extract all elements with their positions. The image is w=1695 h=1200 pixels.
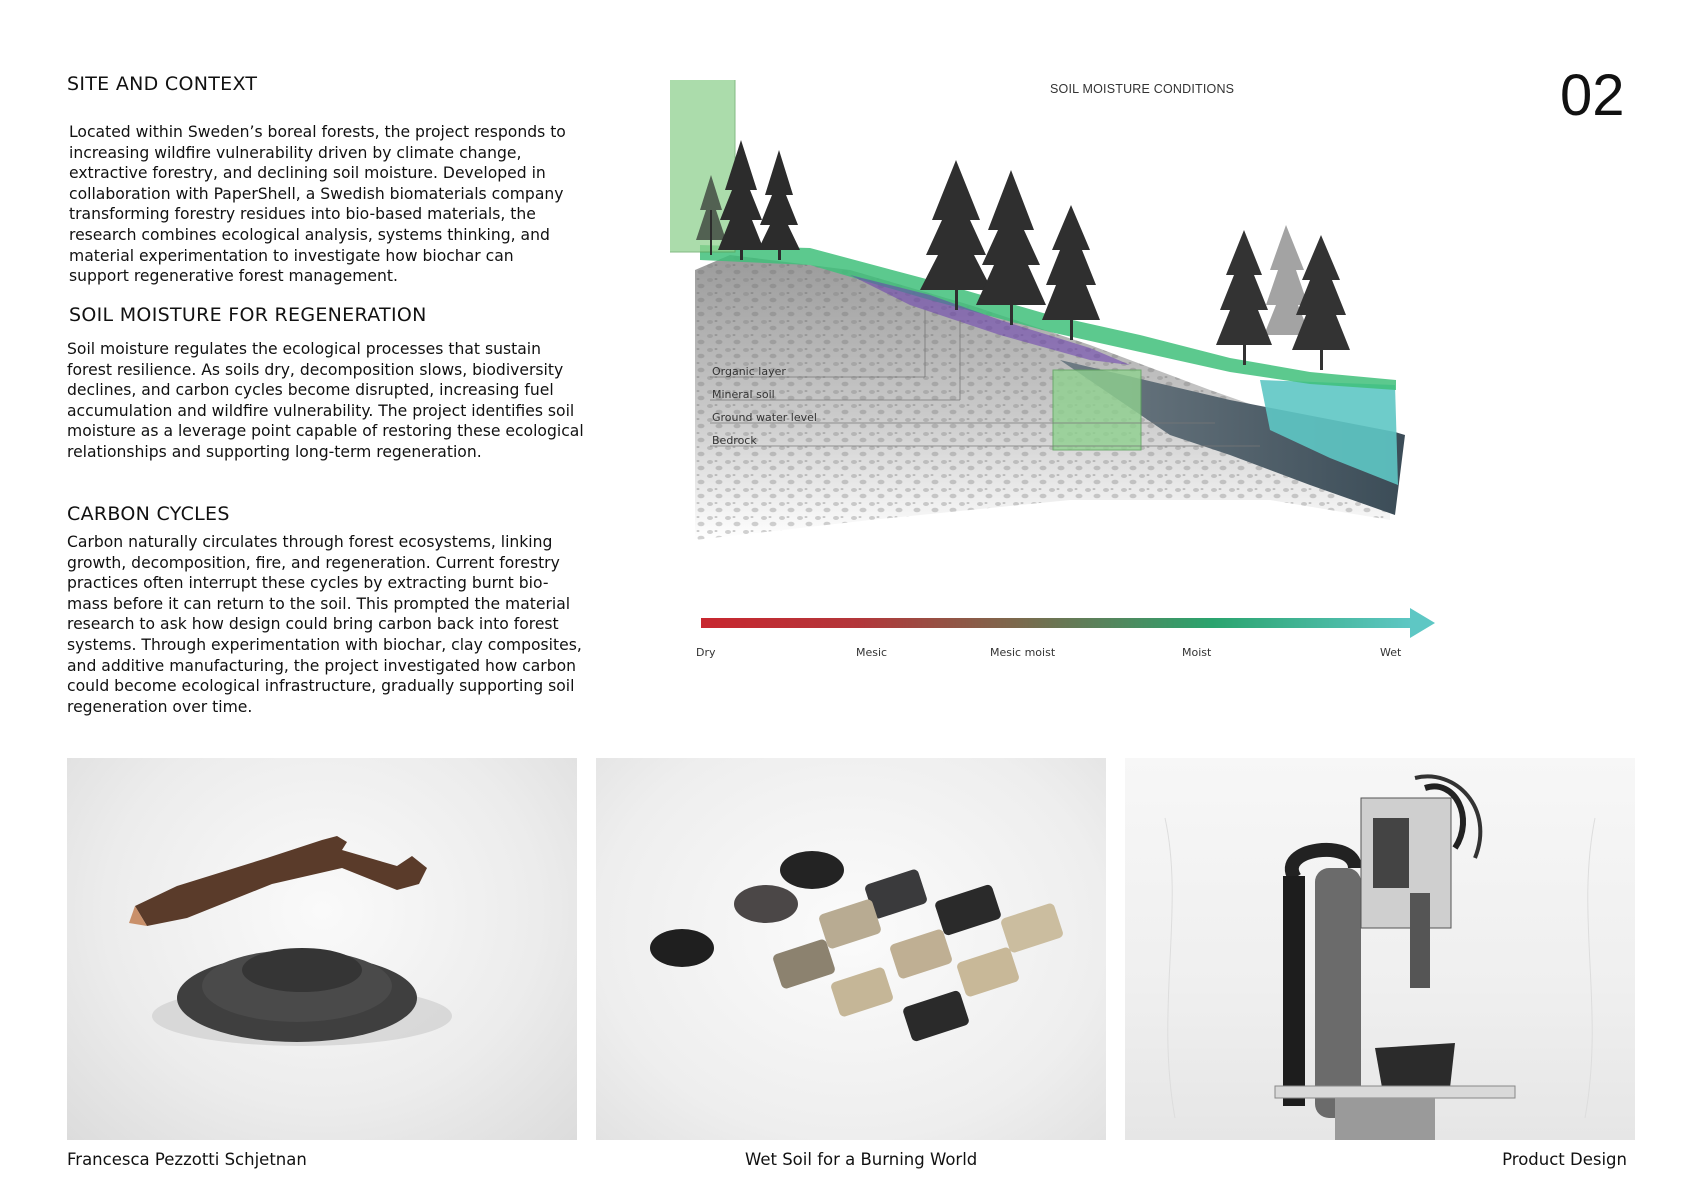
soil-section-diagram xyxy=(670,80,1530,680)
branch-biochar-illustration xyxy=(67,758,577,1140)
label-organic-layer: Organic layer xyxy=(712,365,786,378)
moisture-scale-arrow xyxy=(701,608,1435,638)
scale-label-mesic-moist: Mesic moist xyxy=(990,646,1056,659)
scale-label-dry: Dry xyxy=(696,646,716,659)
photo-material-samples xyxy=(596,758,1106,1140)
heading-site-context: SITE AND CONTEXT xyxy=(67,73,258,95)
label-ground-water: Ground water level xyxy=(712,411,817,424)
footer-author: Francesca Pezzotti Schjetnan xyxy=(67,1150,307,1169)
label-mineral-soil: Mineral soil xyxy=(712,388,775,401)
tree-group-right xyxy=(1216,225,1350,370)
heading-soil-moisture: SOIL MOISTURE FOR REGENERATION xyxy=(69,304,427,326)
label-bedrock: Bedrock xyxy=(712,434,757,447)
scale-label-mesic: Mesic xyxy=(856,646,888,659)
heading-carbon-cycles: CARBON CYCLES xyxy=(67,503,230,525)
photo-branch-biochar xyxy=(67,758,577,1140)
photo-robotic-printer xyxy=(1125,758,1635,1140)
paragraph-site-context: Located within Sweden’s boreal forests, the project responds to increasing wildfire vulnerability driven by climate change, extractive forestry, and declining soil moisture. Developed in collaboration with PaperShell, a Swedish biomaterials company transforming forestry residues into bio-based materials, the research combines ecological analysis, systems thinking, and material experimentation to investigate how biochar can support regenerative forest management. xyxy=(69,123,566,286)
paragraph-carbon-cycles: Carbon naturally circulates through forest ecosystems, linking growth, decomposition, fire, and regeneration. Current forestry practices often interrupt these cycles by extracting burnt bio-mass before it can return to the soil. This prompted the material research to ask how design could bring carbon back into forest systems. Through experimentation with biochar, clay composites, and additive manufacturing, the project investigated how carbon could become ecological infrastructure, gradually supporting soil regeneration over time. xyxy=(67,533,582,716)
printer-illustration xyxy=(1125,758,1635,1140)
diagram-title: SOIL MOISTURE CONDITIONS xyxy=(1050,82,1235,96)
samples-illustration xyxy=(596,758,1106,1140)
paragraph-soil-moisture: Soil moisture regulates the ecological processes that sustain forest resilience. As soils dry, decomposition slows, biodiversity declines, and carbon cycles become disrupted, increasing fuel accumulation and wildfire vulnerability. The project identifies soil moisture as a leverage point capable of restoring these ecological relationships and supporting long-term regeneration. xyxy=(67,340,584,461)
footer-project-title: Wet Soil for a Burning World xyxy=(745,1150,978,1169)
page-number: 02 xyxy=(1560,63,1625,128)
scale-label-moist: Moist xyxy=(1182,646,1212,659)
scale-label-wet: Wet xyxy=(1380,646,1402,659)
highlight-box-lower xyxy=(1053,370,1141,450)
footer-category: Product Design xyxy=(1502,1150,1627,1169)
